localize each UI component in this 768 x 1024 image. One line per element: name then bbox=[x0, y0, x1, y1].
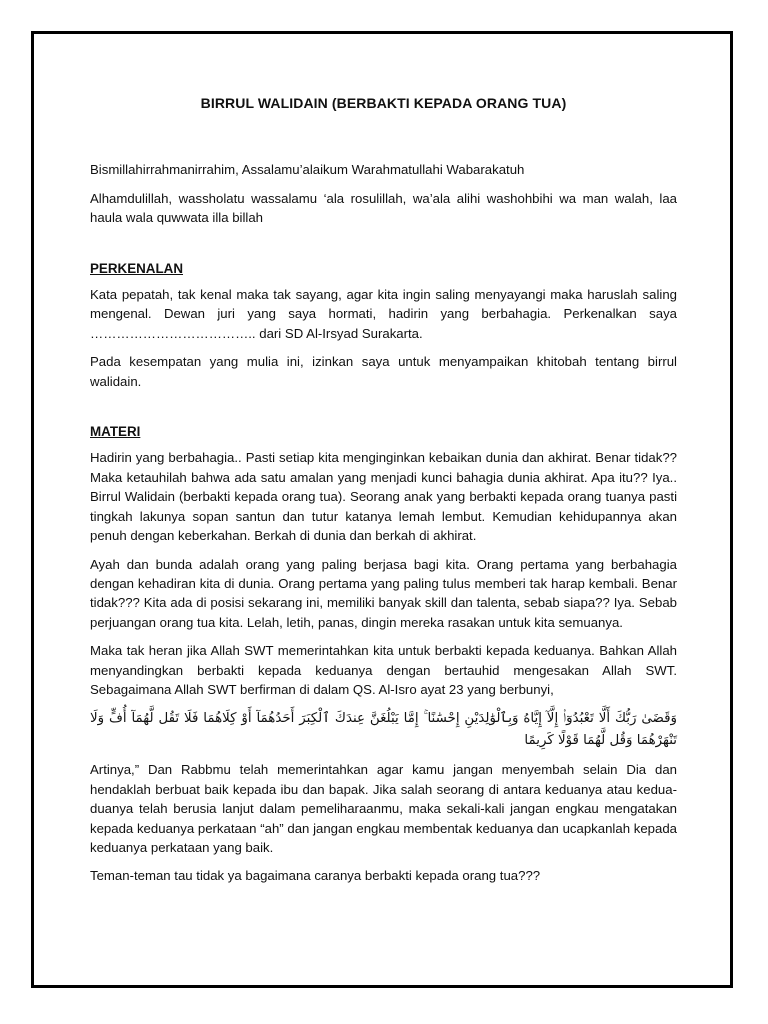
document-body bbox=[90, 94, 677, 895]
heading-materi: MATERI bbox=[90, 424, 141, 440]
heading-perkenalan: PERKENALAN bbox=[90, 260, 183, 276]
materi-paragraph-2: Ayah dan bunda adalah orang yang paling berjasa bagi kita. Orang pertama yang berbahagia dengan kehadiran kita di dunia. Orang pertama yang paling tulus memberi tak harap kembali. Benar tidak??? Kita ada di posisi sekarang ini, memiliki banyak skill dan talenta, sebab siapa?? Iya. Sebab perjuangan orang tua kita. Lelah, letih, panas, dingin mereka rasakan untuk kita semuanya. bbox=[90, 556, 677, 630]
opening-praise: Alhamdulillah, wassholatu wassalamu ‘ala rosulillah, wa’ala alihi washohbihi wa man walah, laa haula wala quwwata illa billah bbox=[90, 190, 677, 226]
quran-verse-al-isro-23: وَقَضَىٰ رَبُّكَ أَلَّا تَعْبُدُوٓا۟ إِلَّآ إِيَّاهُ وَبِٱلْوَٰلِدَيْنِ إِحْسَٰنًا ۚ إِمَّا يَبْلُغَنَّ عِندَكَ ٱلْكِبَرَ أَحَدُهُمَآ أَوْ كِلَاهُمَا فَلَا تَقُل لَّهُمَآ أُفٍّ وَلَا تَنْهَرْهُمَا وَقُل لَّهُمَا قَوْلًا كَرِيمًا bbox=[90, 711, 677, 749]
document-title: BIRRUL WALIDAIN (BERBAKTI KEPADA ORANG TUA) bbox=[200, 95, 567, 111]
spacer bbox=[90, 237, 677, 259]
verse-translation: Artinya,” Dan Rabbmu telah memerintahkan agar kamu jangan menyembah selain Dia dan hendaklah berbuat baik kepada ibu dan bapak. Jika salah seorang di antara keduanya atau kedua-duanya telah berusia lanjut dalam pemeliharaanmu, maka sekali-kali jangan engkau mengatakan kepada keduanya perkataan “ah” dan jangan engkau membentak keduanya dan ucapkanlah kepada keduanya perkataan yang baik. bbox=[90, 762, 677, 855]
perkenalan-paragraph-2: Pada kesempatan yang mulia ini, izinkan saya untuk menyampaikan khitobah tentang birrul walidain. bbox=[90, 354, 677, 389]
materi-paragraph-3: Maka tak heran jika Allah SWT memerintahkan kita untuk berbakti kepada keduanya. Bahkan Allah menyandingkan berbakti kepada keduanya dengan bertauhid mengesakan Allah SWT. Sebagaimana Allah SWT berfirman di dalam QS. Al-Isro ayat 23 yang berbunyi, bbox=[90, 643, 677, 697]
spacer bbox=[90, 400, 677, 422]
perkenalan-paragraph-1: Kata pepatah, tak kenal maka tak sayang, agar kita ingin saling menyayangi maka haruslah saling mengenal. Dewan juri yang saya hormati, hadirin yang berbahagia. Perkenalkan saya ……………………………….. dari SD Al-Irsyad Surakarta. bbox=[90, 287, 677, 341]
materi-paragraph-1: Hadirin yang berbahagia.. Pasti setiap kita menginginkan kebaikan dunia dan akhirat. Benar tidak?? Maka ketauhilah bahwa ada satu amalan yang menjadi kunci bahagia dunia akhirat. Apa itu?? Iya.. Birrul Walidain (berbakti kepada orang tua). Seorang anak yang berbakti kepada orang tuanya pasti tingkah lakunya sopan santun dan tutur katanya lemah lembut. Kemudian kehidupannya akan penuh dengan keberkahan. Berkah di dunia dan berkah di akhirat. bbox=[90, 450, 677, 544]
closing-question: Teman-teman tau tidak ya bagaimana caranya berbakti kepada orang tua??? bbox=[90, 868, 541, 884]
opening-greeting: Bismillahirrahmanirrahim, Assalamu’alaikum Warahmatullahi Wabarakatuh bbox=[90, 162, 525, 178]
